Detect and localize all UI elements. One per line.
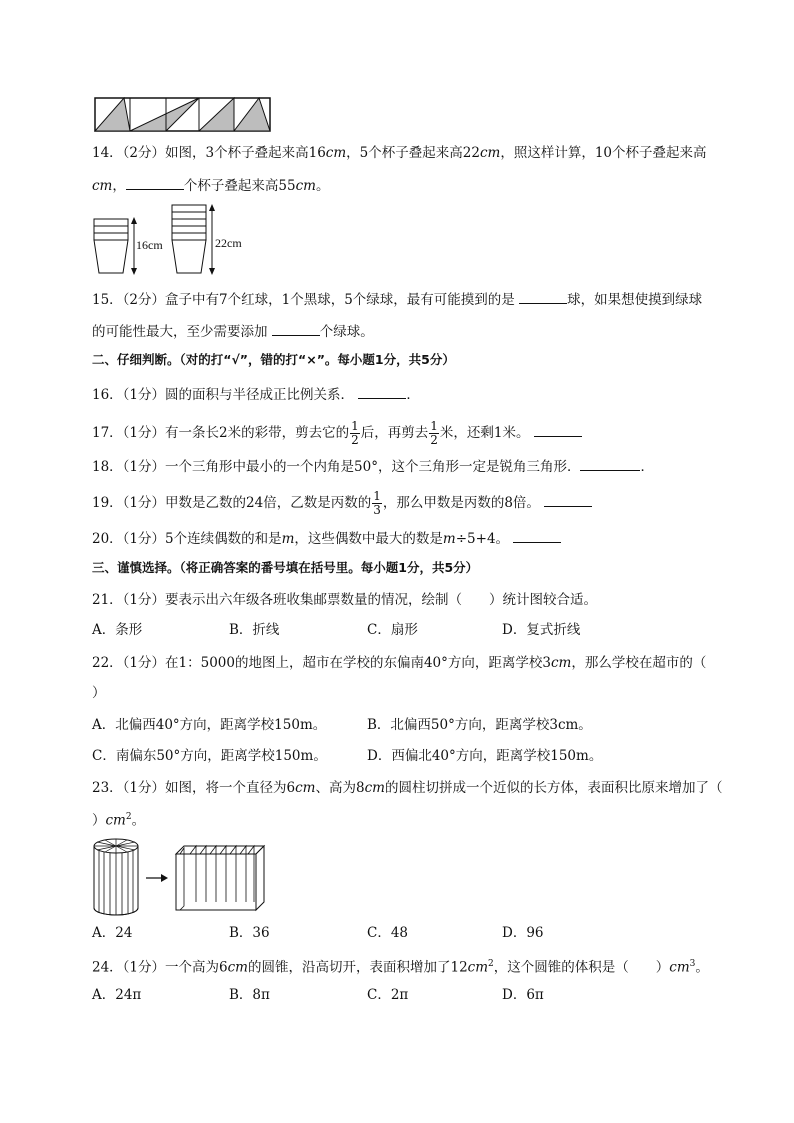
answer-blank[interactable] <box>126 175 184 190</box>
q22-option-b[interactable]: B．北偏西50°方向，距离学校3cm。 <box>367 717 592 733</box>
stacked-cups-figure <box>92 203 252 277</box>
q22-option-c[interactable]: C．南偏东50°方向，距离学校150m。 <box>92 748 327 764</box>
q22-line2: ） <box>92 685 106 701</box>
answer-blank[interactable] <box>272 321 320 336</box>
q21-option-d[interactable]: D．复式折线 <box>502 622 581 638</box>
fraction: $\frac{1}{3}$ <box>373 489 381 517</box>
q21-option-a[interactable]: A．条形 <box>92 622 143 638</box>
cylinder-to-cuboid-figure <box>92 836 268 916</box>
fraction: $\frac{1}{2}$ <box>351 419 359 447</box>
label-16cm: 16cm <box>136 238 163 252</box>
q15-line1: 15．（2分）盒子中有7个红球，1个黑球，5个绿球，最有可能摸到的是 球，如果想使摸到绿球 <box>92 289 702 309</box>
label-22cm: 22cm <box>215 236 242 250</box>
q24: 24．（1分）一个高为6cm的圆锥，沿高切开，表面积增加了$12cm^2$，这个圆锥的体积是（ ）$cm^3$。 <box>92 959 709 976</box>
answer-blank[interactable] <box>513 528 561 543</box>
q17: 17．（1分）有一条长2米的彩带，剪去它的 $\frac{1}{2}$ 后，再剪去 $\frac{1}{2}$ 米，还剩1米。 <box>92 420 582 447</box>
q16: 16．（1分）圆的面积与半径成正比例关系． ． <box>92 384 420 404</box>
q24-option-d[interactable]: D．6π <box>502 987 544 1003</box>
q24-option-a[interactable]: A．24π <box>92 987 142 1003</box>
q23-option-a[interactable]: A．24 <box>92 925 133 941</box>
q21: 21．（1分）要表示出六年级各班收集邮票数量的情况，绘制（ ）统计图较合适。 <box>92 592 598 608</box>
q21-option-b[interactable]: B．折线 <box>229 622 280 638</box>
q20: 20．（1分）5个连续偶数的和是m，这些偶数中最大的数是m÷5+4。 <box>92 528 561 548</box>
q15-line2: 的可能性最大，至少需要添加 个绿球。 <box>92 321 374 341</box>
q19: 19．（1分）甲数是乙数的24倍，乙数是丙数的 $\frac{1}{3}$ ，那么甲数是丙数的8倍。 <box>92 490 592 517</box>
answer-blank[interactable] <box>534 422 582 437</box>
answer-blank[interactable] <box>519 289 567 304</box>
q22-option-d[interactable]: D．西偏北40°方向，距离学校150m。 <box>367 748 603 764</box>
fraction: $\frac{1}{2}$ <box>430 419 438 447</box>
q23-line2: ）$cm^2$。 <box>92 812 146 829</box>
q22-line1: 22．（1分）在1：5000的地图上，超市在学校的东偏南40°方向，距离学校3cm，那么学校在超市的（ <box>92 655 707 671</box>
q23-line1: 23．（1分）如图，将一个直径为6cm、高为8cm的圆柱切拼成一个近似的长方体，表面积比原来增加了（ <box>92 780 723 796</box>
q23-option-d[interactable]: D．96 <box>502 925 544 941</box>
section-2-heading: 二、仔细判断。（对的打“√”，错的打“×”。每小题1分，共5分） <box>92 352 455 367</box>
section-3-heading: 三、谨慎选择。（将正确答案的番号填在括号里。每小题1分，共5分） <box>92 560 479 575</box>
triangles-strip-figure <box>94 97 272 133</box>
q14-line2: cm， 个杯子叠起来高55cm。 <box>92 175 329 195</box>
q21-option-c[interactable]: C．扇形 <box>367 622 418 638</box>
answer-blank[interactable] <box>544 492 592 507</box>
q23-option-b[interactable]: B．36 <box>229 925 270 941</box>
q24-option-b[interactable]: B．8π <box>229 987 270 1003</box>
q23-option-c[interactable]: C．48 <box>367 925 409 941</box>
q14-line1: 14．（2分）如图，3个杯子叠起来高16cm，5个杯子叠起来高22cm，照这样计算，10个杯子叠起来高 <box>92 145 707 161</box>
q22-option-a[interactable]: A．北偏西40°方向，距离学校150m。 <box>92 717 327 733</box>
q24-option-c[interactable]: C．2π <box>367 987 409 1003</box>
answer-blank[interactable] <box>580 456 640 471</box>
q18: 18．（1分）一个三角形中最小的一个内角是50°，这个三角形一定是锐角三角形． ． <box>92 456 654 476</box>
answer-blank[interactable] <box>358 384 406 399</box>
